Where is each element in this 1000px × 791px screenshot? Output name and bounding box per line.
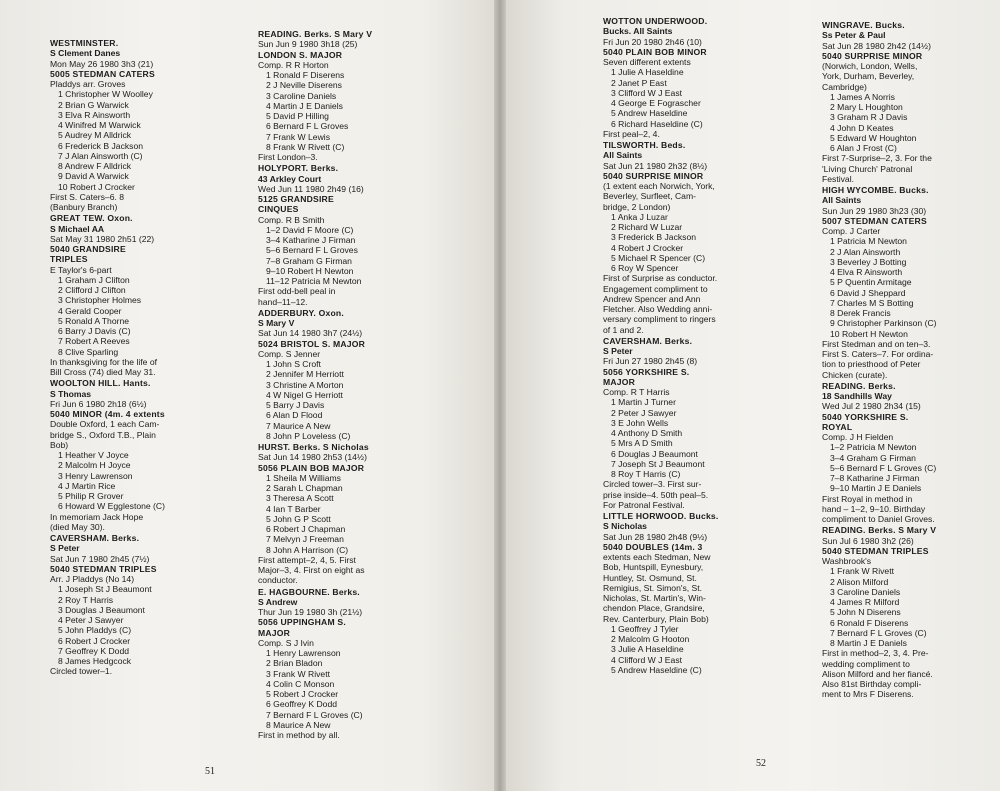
- record-text-line: Wed Jun 11 1980 2h49 (16): [258, 183, 364, 194]
- record-dedication-line: 43 Arkley Court: [258, 173, 322, 184]
- record-heading-line: ROYAL: [822, 421, 853, 432]
- record-text-line: Beverley, Surfleet, Cam-: [603, 191, 696, 202]
- ringer-line: 10 Robert H Newton: [830, 328, 908, 339]
- ringer-line: 1 Christopher W Woolley: [58, 89, 153, 100]
- ringer-line: 6 Robert J Crocker: [58, 635, 131, 646]
- record-text-line: versary compliment to ringers: [603, 314, 716, 325]
- record-text-line: conductor.: [258, 575, 298, 586]
- peal-record: [822, 185, 1000, 380]
- record-heading-line: READING. Berks. S Mary V: [258, 29, 373, 39]
- column-4: [822, 20, 1000, 701]
- record-text-line: Comp. J Carter: [822, 226, 881, 236]
- ringer-line: 1 Joseph St J Beaumont: [58, 584, 152, 595]
- peal-record: [258, 587, 473, 741]
- record-text-line: Also 81st Birthday compli-: [822, 679, 922, 689]
- ringer-line: 1 Martin J Turner: [611, 397, 676, 408]
- ringer-line: 7–8 Graham G Firman: [266, 255, 352, 266]
- ringer-line: 6 Geoffrey K Dodd: [266, 699, 338, 710]
- ringer-line: 1 James A Norris: [830, 91, 895, 102]
- ringer-line: 2 Roy T Harris: [58, 594, 114, 605]
- record-text-line: ment to Mrs F Diserens.: [822, 689, 914, 700]
- peal-record: [258, 442, 473, 586]
- record-text-line: Alison Milford and her fiancé.: [822, 668, 933, 679]
- record-text-line: In memoriam Jack Hope: [50, 511, 144, 522]
- ringer-line: 3 Frank W Rivett: [266, 668, 330, 679]
- ringer-line: 7 Bernard F L Groves (C): [830, 627, 927, 638]
- record-heading-line: READING. Berks. S Mary V: [822, 525, 937, 536]
- record-text-line: Major–3, 4. First on eight as: [258, 565, 365, 575]
- record-text-line: Comp. R T Harris: [603, 387, 670, 397]
- ringer-line: 1 Henry Lawrenson: [266, 648, 341, 658]
- record-text-line: Festival.: [822, 173, 854, 184]
- record-text-line: Fri Jun 20 1980 2h46 (10): [603, 36, 702, 47]
- record-heading-line: HOLYPORT. Berks.: [258, 163, 339, 174]
- peal-record: [822, 381, 1000, 525]
- record-text-line: Comp. S J Ivin: [258, 637, 314, 648]
- ringer-line: 9–10 Robert H Newton: [266, 265, 354, 276]
- peal-record: [50, 213, 265, 377]
- record-text-line: Seven different extents: [603, 57, 691, 67]
- ringer-line: 5 David P Hilling: [266, 111, 329, 121]
- ringer-line: 3 Elva R Ainsworth: [58, 109, 131, 120]
- ringer-line: 5 John G P Scott: [266, 513, 331, 524]
- record-text-line: chendon Place, Grandsire,: [603, 603, 705, 614]
- peal-record: [603, 336, 818, 510]
- peal-record: [603, 511, 818, 675]
- ringer-line: 3 Henry Lawrenson: [58, 470, 133, 481]
- ringer-line: 3 Caroline Daniels: [830, 586, 901, 597]
- ringer-line: 1 Graham J Clifton: [58, 274, 130, 285]
- record-text-line: First of Surprise as conductor.: [603, 273, 718, 284]
- ringer-line: 3 Christopher Holmes: [58, 295, 142, 306]
- ringer-line: 7–8 Katharine J Firman: [830, 473, 920, 483]
- record-text-line: Remigius, St. Simon's, St.: [603, 582, 703, 593]
- ringer-line: 3 Caroline Daniels: [266, 90, 337, 101]
- ringer-line: 1–2 David F Moore (C): [266, 224, 354, 235]
- record-text-line: Sun Jul 6 1980 3h2 (26): [822, 535, 914, 546]
- ringer-line: 1 Heather V Joyce: [58, 450, 129, 460]
- record-text-line: For Patronal Festival.: [603, 499, 685, 510]
- record-heading-line: ADDERBURY. Oxon.: [258, 307, 344, 318]
- record-heading-line: 5040 YORKSHIRE S.: [822, 411, 909, 422]
- record-text-line: Arr. J Pladdys (No 14): [50, 574, 135, 584]
- record-text-line: First in method by all.: [258, 730, 340, 740]
- record-text-line: Bob): [50, 439, 69, 450]
- peal-record: [258, 29, 473, 162]
- record-heading-line: MAJOR: [603, 376, 636, 387]
- record-text-line: extents each Stedman, New: [603, 552, 711, 562]
- record-text-line: (died May 30).: [50, 521, 105, 532]
- ringer-line: 8 Maurice A New: [266, 719, 331, 730]
- record-text-line: Sat Jun 28 1980 2h42 (14½): [822, 40, 931, 51]
- ringer-line: 4 Colin C Monson: [266, 678, 335, 689]
- ringer-line: 7 Joseph St J Beaumont: [611, 458, 705, 469]
- record-text-line: Huntley, St. Osmund, St.: [603, 572, 697, 583]
- record-text-line: Fletcher. Also Wedding anni-: [603, 304, 713, 314]
- ringer-line: 8 Martin J E Daniels: [830, 638, 907, 648]
- record-text-line: Bob, Huntspill, Eynesbury,: [603, 562, 704, 573]
- ringer-line: 9–10 Martin J E Daniels: [830, 483, 922, 494]
- record-text-line: compliment to Daniel Groves.: [822, 514, 935, 524]
- ringer-line: 4 Elva R Ainsworth: [830, 267, 903, 277]
- ringer-line: 4 Robert J Crocker: [611, 242, 684, 253]
- record-heading-line: 5040 PLAIN BOB MINOR: [603, 46, 707, 57]
- record-dedication-line: S Peter: [50, 543, 80, 554]
- ringer-line: 6 Barry J Davis (C): [58, 326, 131, 336]
- record-text-line: Comp. S Jenner: [258, 348, 321, 359]
- record-text-line: Pladdys arr. Groves: [50, 79, 126, 89]
- ringer-line: 6 Bernard F L Groves: [266, 121, 349, 132]
- record-text-line: Comp. R R Horton: [258, 59, 329, 70]
- record-text-line: First S. Caters–6. 8: [50, 191, 125, 202]
- ringer-line: 7 Melvyn J Freeman: [266, 534, 344, 545]
- record-heading-line: WESTMINSTER.: [50, 38, 119, 48]
- ringer-line: 2 J Alan Ainsworth: [830, 246, 901, 257]
- ringer-line: 4 Ian T Barber: [266, 503, 321, 514]
- record-heading-line: WINGRAVE. Bucks.: [822, 20, 905, 30]
- ringer-line: 2 Peter J Sawyer: [611, 407, 677, 418]
- ringer-line: 2 Jennifer M Herriott: [266, 369, 344, 380]
- ringer-line: 3 Theresa A Scott: [266, 493, 334, 504]
- ringer-line: 5 Andrew Haseldine (C): [611, 664, 702, 675]
- ringer-line: 2 J Neville Diserens: [266, 80, 342, 91]
- ringer-line: 3 E John Wells: [611, 417, 669, 428]
- record-heading-line: 5024 BRISTOL S. MAJOR: [258, 338, 366, 349]
- ringer-line: 2 Janet P East: [611, 77, 667, 88]
- record-text-line: Chicken (curate).: [822, 369, 888, 380]
- record-text-line: E Taylor's 6-part: [50, 264, 112, 275]
- record-text-line: Bill Cross (74) died May 31.: [50, 367, 156, 377]
- ringer-line: 6 David J Sheppard: [830, 287, 906, 298]
- ringer-line: 1 Julie A Haseldine: [611, 67, 684, 78]
- record-text-line: Sun Jun 9 1980 3h18 (25): [258, 39, 358, 50]
- ringer-line: 5 Philip R Grover: [58, 491, 124, 501]
- ringer-line: 5 Barry J Davis: [266, 400, 325, 410]
- record-dedication-line: S Nicholas: [603, 521, 647, 532]
- ringer-line: 8 James Hedgcock: [58, 656, 132, 666]
- ringer-line: 2 Alison Milford: [830, 576, 889, 587]
- ringer-line: 8 John A Harrison (C): [266, 544, 349, 555]
- record-heading-line: 5125 GRANDSIRE: [258, 194, 334, 204]
- ringer-line: 3 Beverley J Botting: [830, 256, 907, 267]
- record-text-line: First 7-Surprise–2, 3. For the: [822, 153, 932, 164]
- ringer-line: 2 Brian G Warwick: [58, 99, 129, 110]
- ringer-line: 7 Robert A Reeves: [58, 336, 130, 347]
- page-number-right: 52: [756, 758, 766, 769]
- record-text-line: Nicholas, St. Martin's, Win-: [603, 593, 706, 603]
- peal-record: [822, 20, 1000, 184]
- ringer-line: 4 John D Keates: [830, 122, 894, 133]
- ringer-line: 6 Ronald F Diserens: [830, 617, 909, 628]
- ringer-line: 5 John N Diserens: [830, 607, 901, 618]
- ringer-line: 4 Peter J Sawyer: [58, 615, 124, 625]
- record-heading-line: CAVERSHAM. Berks.: [50, 533, 140, 543]
- record-text-line: Andrew Spencer and Ann: [603, 293, 701, 304]
- record-heading-line: READING. Berks.: [822, 380, 896, 391]
- record-text-line: Mon May 26 1980 3h3 (21): [50, 58, 154, 69]
- ringer-line: 5–6 Bernard F L Groves: [266, 245, 358, 256]
- ringer-line: 6 Frederick B Jackson: [58, 140, 144, 151]
- ringer-line: 8 Roy T Harris (C): [611, 469, 681, 479]
- ringer-line: 5 Ronald A Thorne: [58, 315, 130, 326]
- ringer-line: 4 W Nigel G Herriott: [266, 389, 343, 400]
- record-heading-line: TILSWORTH. Beds.: [603, 140, 686, 150]
- record-text-line: Sat May 31 1980 2h51 (22): [50, 233, 155, 244]
- record-text-line: Sun Jun 29 1980 3h23 (30): [822, 205, 927, 216]
- ringer-line: 2 Malcolm G Hooton: [611, 634, 690, 644]
- ringer-line: 5 P Quentin Armitage: [830, 277, 912, 288]
- column-2: [258, 29, 473, 741]
- ringer-line: 5 Audrey M Alldrick: [58, 130, 132, 141]
- ringer-line: 6 Roy W Spencer: [611, 263, 679, 273]
- ringer-line: 5 Michael R Spencer (C): [611, 252, 706, 263]
- ringer-line: 4 James R Milford: [830, 597, 900, 607]
- record-heading-line: LONDON S. MAJOR: [258, 49, 343, 60]
- record-text-line: Sat Jun 28 1980 2h48 (9½): [603, 531, 708, 542]
- record-heading-line: 5040 STEDMAN TRIPLES: [822, 545, 929, 556]
- record-heading-line: 5005 STEDMAN CATERS: [50, 68, 155, 79]
- ringer-line: 8 Andrew F Alldrick: [58, 161, 132, 171]
- record-heading-line: 5056 UPPINGHAM S.: [258, 617, 346, 628]
- record-text-line: wedding compliment to: [822, 658, 910, 669]
- ringer-line: 6 Douglas J Beaumont: [611, 448, 698, 459]
- record-text-line: Rev. Canterbury, Plain Bob): [603, 613, 709, 624]
- record-dedication-line: S Andrew: [258, 596, 298, 607]
- record-text-line: First Royal in method in: [822, 493, 913, 504]
- record-text-line: Wed Jul 2 1980 2h34 (15): [822, 401, 921, 412]
- peal-record: [258, 308, 473, 441]
- record-text-line: Engagement compliment to: [603, 283, 708, 294]
- record-dedication-line: S Peter: [603, 346, 633, 356]
- record-text-line: In thanksgiving for the life of: [50, 356, 158, 367]
- column-1: [50, 38, 265, 678]
- ringer-line: 1 Patricia M Newton: [830, 236, 907, 247]
- record-heading-line: GREAT TEW. Oxon.: [50, 213, 133, 224]
- record-heading-line: 5056 YORKSHIRE S.: [603, 366, 690, 377]
- ringer-line: 7 Maurice A New: [266, 420, 331, 431]
- column-3: [603, 16, 818, 676]
- record-text-line: Sat Jun 21 1980 2h32 (8½): [603, 160, 708, 171]
- record-text-line: Double Oxford, 1 each Cam-: [50, 419, 160, 430]
- record-text-line: Sat Jun 14 1980 3h7 (24½): [258, 328, 363, 339]
- record-text-line: First London–3.: [258, 152, 318, 162]
- ringer-line: 6 Howard W Egglestone (C): [58, 501, 165, 512]
- ringer-line: 3 Julie A Haseldine: [611, 644, 684, 655]
- record-text-line: of 1 and 2.: [603, 324, 644, 335]
- record-text-line: First peal–2, 4.: [603, 128, 660, 139]
- ringer-line: 3 Graham R J Davis: [830, 112, 908, 123]
- ringer-line: 5 Andrew Haseldine: [611, 108, 688, 119]
- ringer-line: 5 Robert J Crocker: [266, 689, 339, 699]
- ringer-line: 7 Charles M S Botting: [830, 297, 914, 308]
- record-heading-line: 5007 STEDMAN CATERS: [822, 215, 927, 226]
- record-text-line: First S. Caters–7. For ordina-: [822, 349, 934, 359]
- record-text-line: (1 extent each Norwich, York,: [603, 181, 715, 191]
- record-dedication-line: S Clement Danes: [50, 48, 121, 59]
- record-text-line: Sat Jun 7 1980 2h45 (7½): [50, 553, 150, 564]
- ringer-line: 7 Bernard F L Groves (C): [266, 709, 363, 720]
- record-text-line: bridge, 2 London): [603, 201, 671, 212]
- record-text-line: First attempt–2, 4, 5. First: [258, 554, 356, 565]
- record-text-line: First in method–2, 3, 4. Pre-: [822, 648, 929, 659]
- record-dedication-line: S Michael AA: [50, 223, 105, 234]
- ringer-line: 5 John Pladdys (C): [58, 625, 132, 636]
- record-text-line: York, Durham, Beverley,: [822, 71, 915, 82]
- record-heading-line: LITTLE HORWOOD. Bucks.: [603, 511, 719, 521]
- book-gutter: [494, 0, 506, 791]
- ringer-line: 4 Gerald Cooper: [58, 305, 122, 316]
- record-text-line: Fri Jun 6 1980 2h18 (6½): [50, 398, 147, 409]
- ringer-line: 1 Ronald F Diserens: [266, 70, 345, 80]
- ringer-line: 4 Winifred M Warwick: [58, 120, 141, 130]
- record-heading-line: WOTTON UNDERWOOD.: [603, 16, 708, 26]
- ringer-line: 4 J Martin Rice: [58, 480, 116, 491]
- record-dedication-line: Ss Peter & Paul: [822, 30, 886, 41]
- ringer-line: 8 Clive Sparling: [58, 346, 119, 357]
- record-text-line: Sat Jun 14 1980 2h53 (14½): [258, 452, 367, 463]
- ringer-line: 2 Sarah L Chapman: [266, 483, 343, 493]
- record-heading-line: 5040 GRANDSIRE: [50, 244, 126, 254]
- ringer-line: 1–2 Patricia M Newton: [830, 442, 917, 453]
- ringer-line: 1 Frank W Rivett: [830, 566, 894, 577]
- peal-record: [603, 16, 818, 139]
- record-text-line: Fri Jun 27 1980 2h45 (8): [603, 356, 698, 367]
- record-heading-line: 5040 SURPRISE MINOR: [603, 170, 704, 181]
- page-number-left: 51: [205, 766, 215, 777]
- record-heading-line: E. HAGBOURNE. Berks.: [258, 586, 360, 597]
- record-text-line: Washbrook's: [822, 556, 872, 566]
- peal-record: [258, 163, 473, 307]
- record-heading-line: 5040 DOUBLES (14m. 3: [603, 541, 703, 552]
- record-text-line: prise inside–4. 50th peal–5.: [603, 489, 709, 500]
- record-heading-line: 5056 PLAIN BOB MAJOR: [258, 462, 365, 473]
- ringer-line: 4 Martin J E Daniels: [266, 100, 343, 111]
- record-text-line: 'Living Church' Patronal: [822, 163, 913, 174]
- ringer-line: 6 Alan D Flood: [266, 410, 323, 421]
- ringer-line: 2 Mary L Houghton: [830, 102, 903, 112]
- ringer-line: 5 Mrs A D Smith: [611, 438, 673, 449]
- ringer-line: 2 Richard W Luzar: [611, 222, 683, 232]
- ringer-line: 5 Edward W Houghton: [830, 132, 917, 143]
- ringer-line: 2 Malcolm H Joyce: [58, 460, 131, 471]
- record-text-line: First odd-bell peal in: [258, 286, 336, 297]
- record-heading-line: CINQUES: [258, 204, 299, 215]
- ringer-line: 3 Douglas J Beaumont: [58, 604, 145, 615]
- record-text-line: Circled tower–1.: [50, 666, 113, 677]
- ringer-line: 4 George E Fograscher: [611, 98, 701, 108]
- record-dedication-line: Bucks. All Saints: [603, 26, 673, 37]
- record-dedication-line: 18 Sandhills Way: [822, 391, 892, 401]
- ringer-line: 1 John S Croft: [266, 359, 321, 369]
- ringer-line: 10 Robert J Crocker: [58, 181, 135, 192]
- ringer-line: 1 Sheila M Williams: [266, 472, 341, 483]
- ringer-line: 8 John P Loveless (C): [266, 430, 351, 441]
- ringer-line: 4 Clifford W J East: [611, 654, 682, 665]
- record-text-line: Cambridge): [822, 81, 867, 92]
- record-text-line: Comp. J H Fielden: [822, 432, 894, 442]
- record-text-line: bridge S., Oxford T.B., Plain: [50, 429, 156, 440]
- ringer-line: 3–4 Katharine J Firman: [266, 235, 356, 245]
- peal-record: [50, 38, 265, 212]
- ringer-line: 7 J Alan Ainsworth (C): [58, 150, 143, 161]
- ringer-line: 4 Anthony D Smith: [611, 428, 683, 438]
- ringer-line: 2 Clifford J Clifton: [58, 285, 126, 295]
- ringer-line: 3–4 Graham G Firman: [830, 452, 916, 463]
- ringer-line: 11–12 Patricia M Newton: [266, 276, 362, 286]
- record-heading-line: MAJOR: [258, 627, 291, 638]
- ringer-line: 3 Clifford W J East: [611, 87, 682, 98]
- ringer-line: 8 Frank W Rivett (C): [266, 141, 345, 152]
- ringer-line: 6 Robert J Chapman: [266, 524, 346, 534]
- record-text-line: Comp. R B Smith: [258, 214, 325, 225]
- ringer-line: 2 Brian Bladon: [266, 658, 323, 669]
- ringer-line: 6 Alan J Frost (C): [830, 143, 897, 153]
- record-heading-line: WOOLTON HILL. Hants.: [50, 378, 151, 389]
- ringer-line: 3 Christine A Morton: [266, 379, 344, 390]
- ringer-line: 7 Frank W Lewis: [266, 131, 330, 142]
- record-dedication-line: S Mary V: [258, 318, 295, 328]
- record-heading-line: 5040 MINOR (4m. 4 extents: [50, 409, 165, 419]
- ringer-line: 6 Richard Haseldine (C): [611, 118, 703, 129]
- peal-record: [50, 378, 265, 532]
- record-heading-line: TRIPLES: [50, 254, 88, 265]
- ringer-line: 7 Geoffrey K Dodd: [58, 645, 130, 656]
- record-text-line: Circled tower–3. First sur-: [603, 479, 702, 490]
- record-heading-line: HURST. Berks. S Nicholas: [258, 442, 369, 452]
- record-text-line: tion to priesthood of Peter: [822, 359, 921, 370]
- ringer-line: 9 Christopher Parkinson (C): [830, 318, 937, 329]
- record-dedication-line: All Saints: [822, 195, 862, 206]
- record-dedication-line: All Saints: [603, 150, 643, 161]
- record-text-line: (Banbury Branch): [50, 202, 118, 212]
- peal-record: [822, 525, 1000, 699]
- ringer-line: 3 Frederick B Jackson: [611, 232, 697, 243]
- peal-record: [50, 533, 265, 677]
- record-text-line: Thur Jun 19 1980 3h (21½): [258, 607, 363, 617]
- record-text-line: (Norwich, London, Wells,: [822, 61, 918, 71]
- ringer-line: 5–6 Bernard F L Groves (C): [830, 462, 937, 473]
- ringer-line: 9 David A Warwick: [58, 171, 129, 182]
- record-dedication-line: S Thomas: [50, 388, 92, 399]
- peal-record: [603, 140, 818, 335]
- ringer-line: 8 Derek Francis: [830, 308, 891, 318]
- record-heading-line: 5040 STEDMAN TRIPLES: [50, 563, 157, 574]
- record-text-line: hand – 1–2, 9–10. Birthday: [822, 503, 926, 514]
- record-heading-line: CAVERSHAM. Berks.: [603, 335, 693, 346]
- record-heading-line: 5040 SURPRISE MINOR: [822, 50, 923, 61]
- record-heading-line: HIGH WYCOMBE. Bucks.: [822, 185, 929, 195]
- ringer-line: 1 Anka J Luzar: [611, 211, 668, 222]
- record-text-line: First Stedman and on ten–3.: [822, 338, 931, 349]
- ringer-line: 1 Geoffrey J Tyler: [611, 623, 679, 634]
- record-text-line: hand–11–12.: [258, 296, 308, 307]
